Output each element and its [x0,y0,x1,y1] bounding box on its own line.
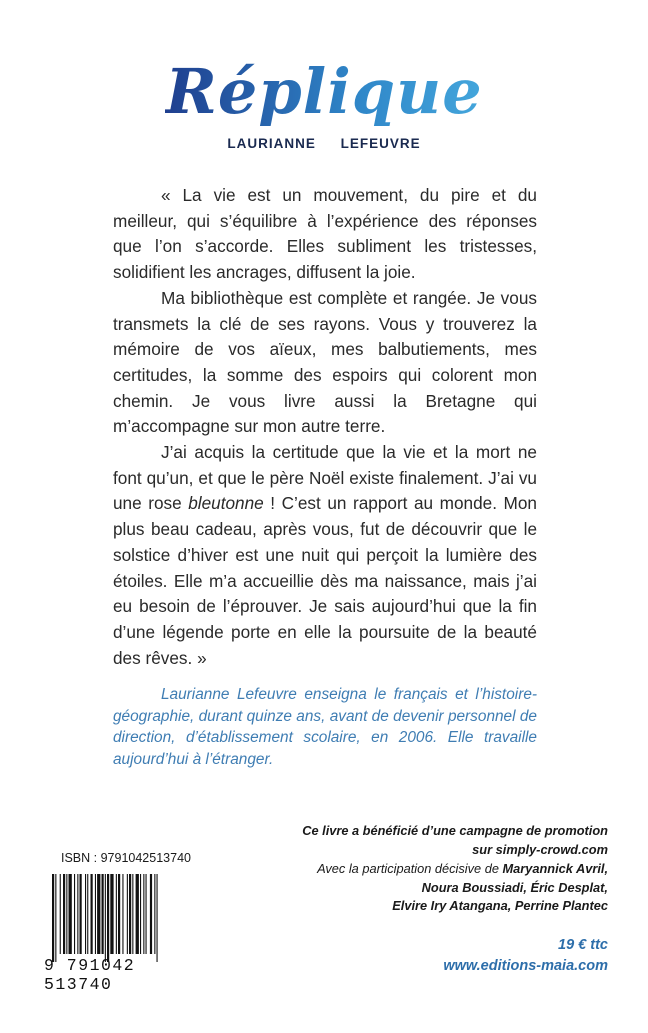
barcode-bar [157,874,158,962]
barcode-bar [80,874,82,954]
quote-paragraph: « La vie est un mouvement, du pire et du meilleur, qui s’équilibre à l’expérience des réponses que l’on s’accorde. Elles subliment les tristesses, solidifient les ancrages, diffusent la joie. [113,185,537,283]
barcode-bar [132,874,133,954]
barcode-bar [116,874,117,954]
barcode-bar [136,874,139,954]
barcode-bar [129,874,131,954]
barcode-bar [52,874,54,962]
promotion-note [302,821,608,859]
barcode-bar [154,874,155,954]
barcode-bar [110,874,113,954]
author-bio: Laurianne Lefeuvre enseigna le français et l’histoire-géographie, durant quinze ans, avant de devenir personnel de direction, d’établissement scolaire, en 2006. Elle travaille aujourd’hui à l’étranger. [113,686,537,768]
quote-text: J’ai acquis la certitude que la vie et la mort ne font qu’un, et que le père Noël existe finalement. J’ai vu une rose [113,442,537,514]
quote-text: ! C’est un rapport au monde. Mon plus beau cadeau, après vous, fut de découvrir que le solstice d’hiver est une nuit qui perçoit la lumière des étoiles. Elle m’a accueillie dès ma naissance, mais j’ai eu besoin de l’éprouver. Je sais aujourd’hui que la fin d’une légende porte en elle la poursuite de la beauté des rêves. » [113,493,537,668]
barcode-bar [97,874,100,954]
barcode-bar [102,874,104,954]
barcode-bar [150,874,152,954]
barcode-bar [146,874,147,954]
barcode-bar [91,874,93,954]
quote-paragraph [113,440,537,671]
barcode-bar [85,874,86,954]
price: 19 € ttc [558,937,608,953]
back-cover-quote [113,183,537,671]
promotion-line: Ce livre a bénéficié d’une campagne de promotion [302,823,608,838]
barcode-bar [74,874,75,954]
barcode-bar [107,874,109,962]
barcode-digits: 9 791042 513740 [44,956,136,994]
partner-names: Noura Boussiadi, Éric Desplat, [421,879,608,895]
price-block [443,935,608,977]
barcode-bar [87,874,88,954]
barcode-bar [60,874,61,954]
partners-note [288,860,608,916]
partner-name: Maryannick Avril, [502,861,608,876]
barcode-bar [105,874,106,962]
author-last-name: LEFEUVRE [340,136,421,151]
barcode-bar [143,874,144,954]
barcode [52,874,192,964]
barcode-bar [66,874,67,954]
author-name [0,136,648,151]
promotion-site: sur simply-crowd.com [472,842,608,857]
barcode-bar [122,874,123,954]
book-title: Réplique [165,55,483,128]
barcode-bar [77,874,78,954]
barcode-bar [95,874,96,954]
barcode-bar [118,874,120,954]
barcode-bar [140,874,141,954]
author-first-name: LAURIANNE [227,136,316,151]
barcode-bar [63,874,65,954]
barcode-bar [55,874,56,962]
partner-names: Elvire Iry Atangana, Perrine Plantec [392,898,608,913]
barcode-bar [69,874,72,954]
quote-paragraph: Ma bibliothèque est complète et rangée. Je vous transmets la clé de ses rayons. Vous y trouverez la mémoire de vos aïeux, mes balbutiements, mes certitudes, la somme des espoirs qui colorent mon chemin. Je vous livre aussi la Bretagne qui m’accompagne sur mon autre terre. [113,287,537,437]
partners-intro: Avec la participation décisive de [317,861,503,876]
isbn-label: ISBN : 9791042513740 [61,851,191,865]
quote-italic-word: bleutonne [188,493,264,514]
barcode-bar [127,874,128,954]
publisher-website: www.editions-maia.com [443,958,608,974]
